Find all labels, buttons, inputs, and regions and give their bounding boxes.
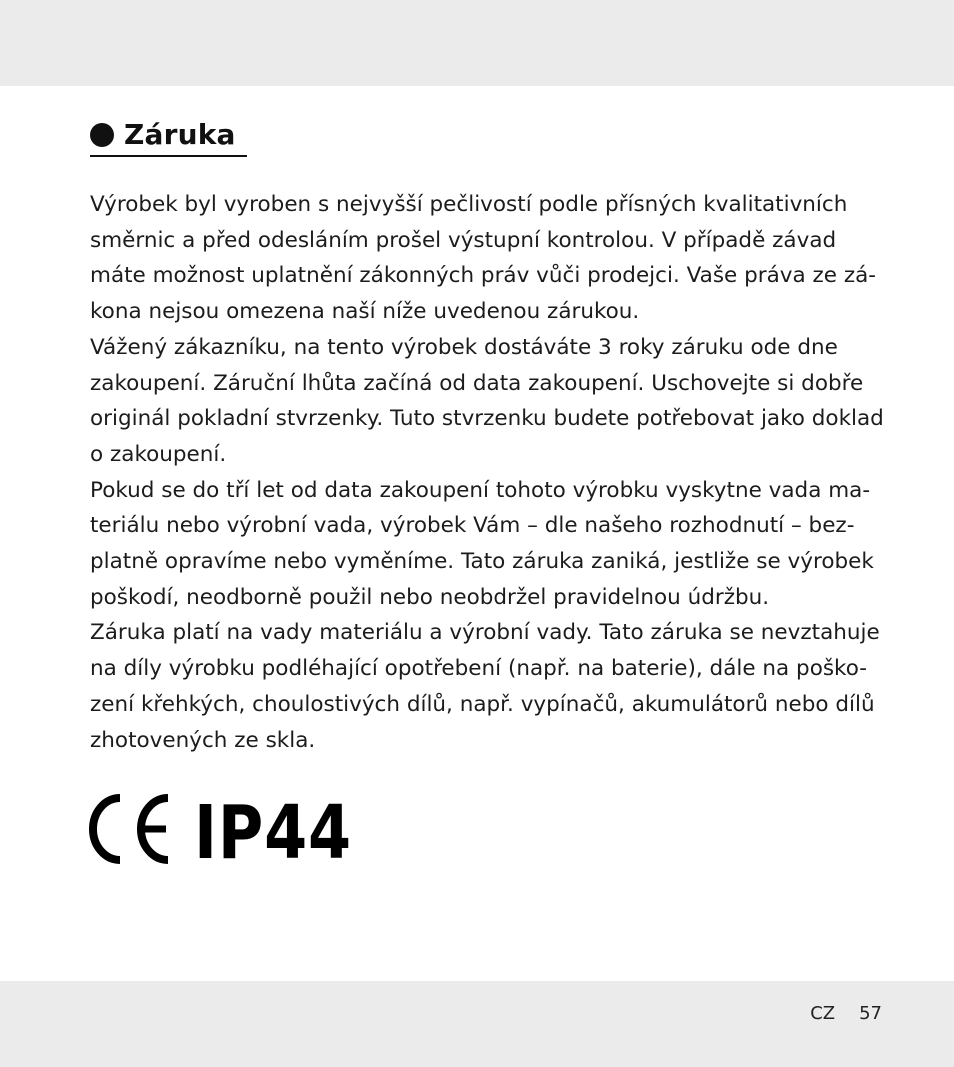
heading-underline [90,155,247,157]
text-line: Výrobek byl vyroben s nejvyšší pečlivostí podle přísných kvalitativních [90,192,848,217]
paragraph [90,187,877,330]
page-number: 57 [859,1003,882,1024]
text-line: o zakoupení. [90,441,227,467]
ip-rating-label: IP44 [194,790,352,876]
bullet-icon [90,123,114,147]
text-line: Pokud se do tří let od data zakoupení tohoto výrobku vyskytne vada ma- [90,477,871,503]
language-code: CZ [810,1003,836,1024]
section-title: Záruka [124,118,236,151]
text-line: zhotovených ze skla. [90,727,316,753]
section-heading [90,112,236,158]
paragraph [90,473,874,616]
text-line: originál pokladní stvrzenky. Tuto stvrzenku budete potřebovat jako doklad [90,406,884,432]
ce-ip44-icon [90,790,360,876]
page-footer [810,1001,882,1027]
text-line: máte možnost uplatnění zákonných práv vůči prodejci. Vaše práva ze zá- [90,263,877,289]
text-line: teriálu nebo výrobní vada, výrobek Vám – dle našeho rozhodnutí – bez- [90,513,855,539]
text-line: na díly výrobku podléhající opotřebení (např. na baterie), dále na poško- [90,656,868,682]
text-line: platně opravíme nebo vyměníme. Tato záruka zaniká, jestliže se výrobek [90,549,874,575]
text-line: zakoupení. Záruční lhůta začíná od data zakoupení. Uschovejte si dobře [90,370,864,396]
certification-marks [90,790,360,876]
text-line: Záruka platí na vady materiálu a výrobní vady. Tato záruka se nevztahuje [90,620,880,646]
ce-c-icon [93,798,120,860]
paragraph [90,615,880,758]
header-band [0,0,954,86]
text-line: zení křehkých, choulostivých dílů, např. vypínačů, akumulátorů nebo dílů [90,691,875,717]
text-line: poškodí, neodborně použil nebo neobdržel pravidelnou údržbu. [90,584,770,610]
paragraph [90,330,884,473]
text-line: Vážený zákazníku, na tento výrobek dostáváte 3 roky záruku ode dne [90,334,838,360]
text-line: kona nejsou omezena naší níže uvedenou zárukou. [90,299,640,325]
warranty-text [90,187,884,758]
text-line: směrnic a před odesláním prošel výstupní kontrolou. V případě závad [90,227,837,253]
